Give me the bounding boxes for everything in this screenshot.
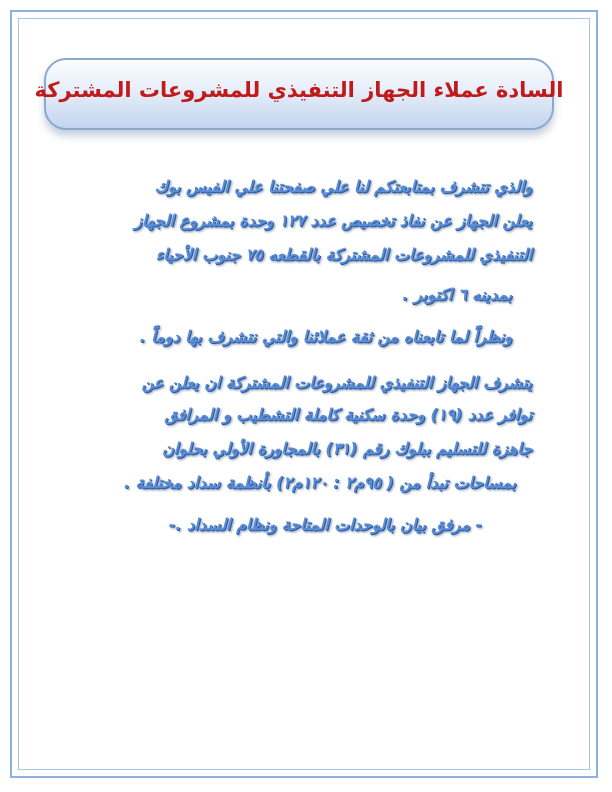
paragraph2-line-1: ونظراً لما تابعناه من ثقة عملائنا والتي نتشرف بها دوماً . [139, 327, 512, 346]
paragraph1-line-4: بمدينه ٦ اكتوبر . [402, 285, 512, 304]
attachment-note: - مرفق بيان بالوحدات المتاحة ونظام السداد .- [168, 515, 482, 534]
paragraph3-line-2: توافر عدد (١٩) وحدة سكنية كاملة التشطيب و المرافق [164, 405, 532, 424]
paragraph1-line-2: يعلن الجهاز عن نفاذ تخصيص عدد ١٢٧ وحدة بمشروع الجهاز [134, 211, 532, 230]
header-banner [34, 58, 564, 130]
page-title: السادة عملاء الجهاز التنفيذي للمشروعات المشتركة [34, 78, 564, 102]
paragraph3-line-3: جاهزة للتسليم ببلوك رقم (٣١) بالمجاورة الأولي بحلوان [162, 439, 532, 458]
inner-border-frame [18, 18, 590, 770]
paragraph3-line-4: بمساحات تبدأ من ( ٩٥م٢ : ١٢٠م٢) بأنظمة سداد مختلفة . [123, 473, 516, 492]
paragraph1-line-3: التنفيذي للمشروعات المشتركة بالقطعه ٧٥ جنوب الأحياء [155, 245, 532, 264]
paragraph1-line-1: والذي تتشرف بمتابعتكم لنا علي صفحتنا علي الفيس بوك [154, 177, 532, 196]
paragraph3-line-1: يتشرف الجهاز التنفيذي للمشروعات المشتركة ان يعلن عن [141, 373, 532, 392]
